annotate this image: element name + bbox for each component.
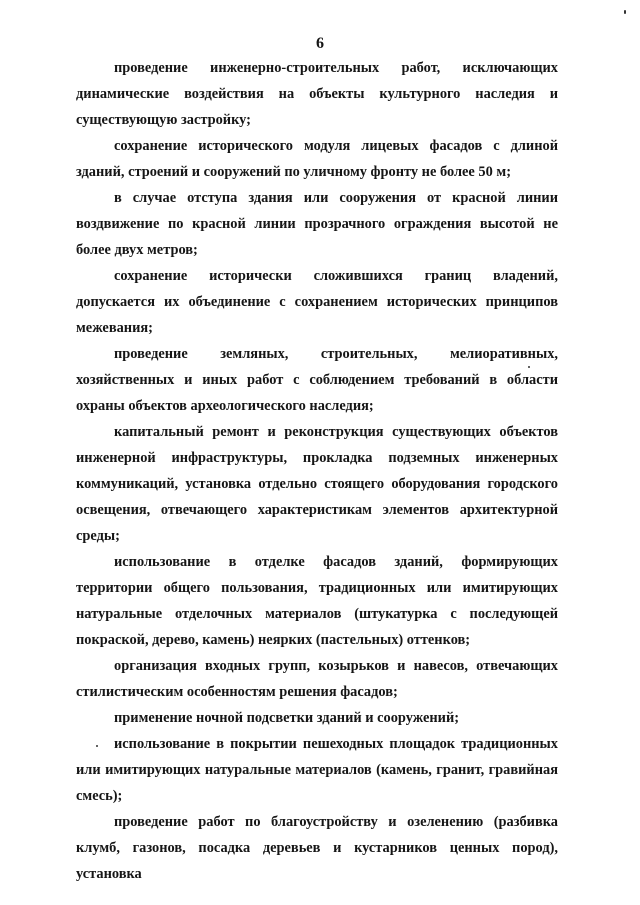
- document-body: [76, 55, 558, 887]
- paragraph-engineering-works: проведение инженерно-строительных работ, исключающих динамические воздействия на объекты культурного наследия и существующую застройку;: [76, 60, 558, 128]
- paragraph-facade-materials: использование в отделке фасадов зданий, формирующих территории общего пользования, традиционных или имитирующих натуральные отделочных материалов (штукатурка с последующей покраской, дерево, камень) неярких (пастельных) оттенков;: [76, 554, 558, 648]
- scan-speck: [96, 745, 98, 747]
- scan-speck: [624, 10, 626, 14]
- scan-speck: [528, 366, 530, 368]
- paragraph-entrance-groups: организация входных групп, козырьков и навесов, отвечающих стилистическим особенностям решения фасадов;: [76, 658, 558, 700]
- paragraph-facade-module: сохранение исторического модуля лицевых фасадов с длиной зданий, строений и сооружений по уличному фронту не более 50 м;: [76, 138, 558, 180]
- paragraph-archaeological-works: проведение земляных, строительных, мелиоративных, хозяйственных и иных работ с соблюдением требований в области охраны объектов археологического наследия;: [76, 346, 558, 414]
- page-number: 6: [316, 35, 324, 52]
- paragraph-night-lighting: применение ночной подсветки зданий и сооружений;: [114, 710, 460, 726]
- paragraph-historic-boundaries: сохранение исторически сложившихся границ владений, допускается их объединение с сохранением исторических принципов межевания;: [76, 268, 558, 336]
- paragraph-infrastructure-repair: капитальный ремонт и реконструкция существующих объектов инженерной инфраструктуры, прокладка подземных инженерных коммуникаций, установка отдельно стоящего оборудования городского освещения, отвечающего характеристикам элементов архитектурной среды;: [76, 424, 558, 544]
- paragraph-red-line-fence: в случае отступа здания или сооружения от красной линии воздвижение по красной линии прозрачного ограждения высотой не более двух метров;: [76, 190, 558, 258]
- paragraph-landscaping: проведение работ по благоустройству и озеленению (разбивка клумб, газонов, посадка деревьев и кустарников ценных пород), установка: [76, 814, 558, 882]
- paragraph-pedestrian-paving: использование в покрытии пешеходных площадок традиционных или имитирующих натуральные материалов (камень, гранит, гравийная смесь);: [76, 736, 558, 804]
